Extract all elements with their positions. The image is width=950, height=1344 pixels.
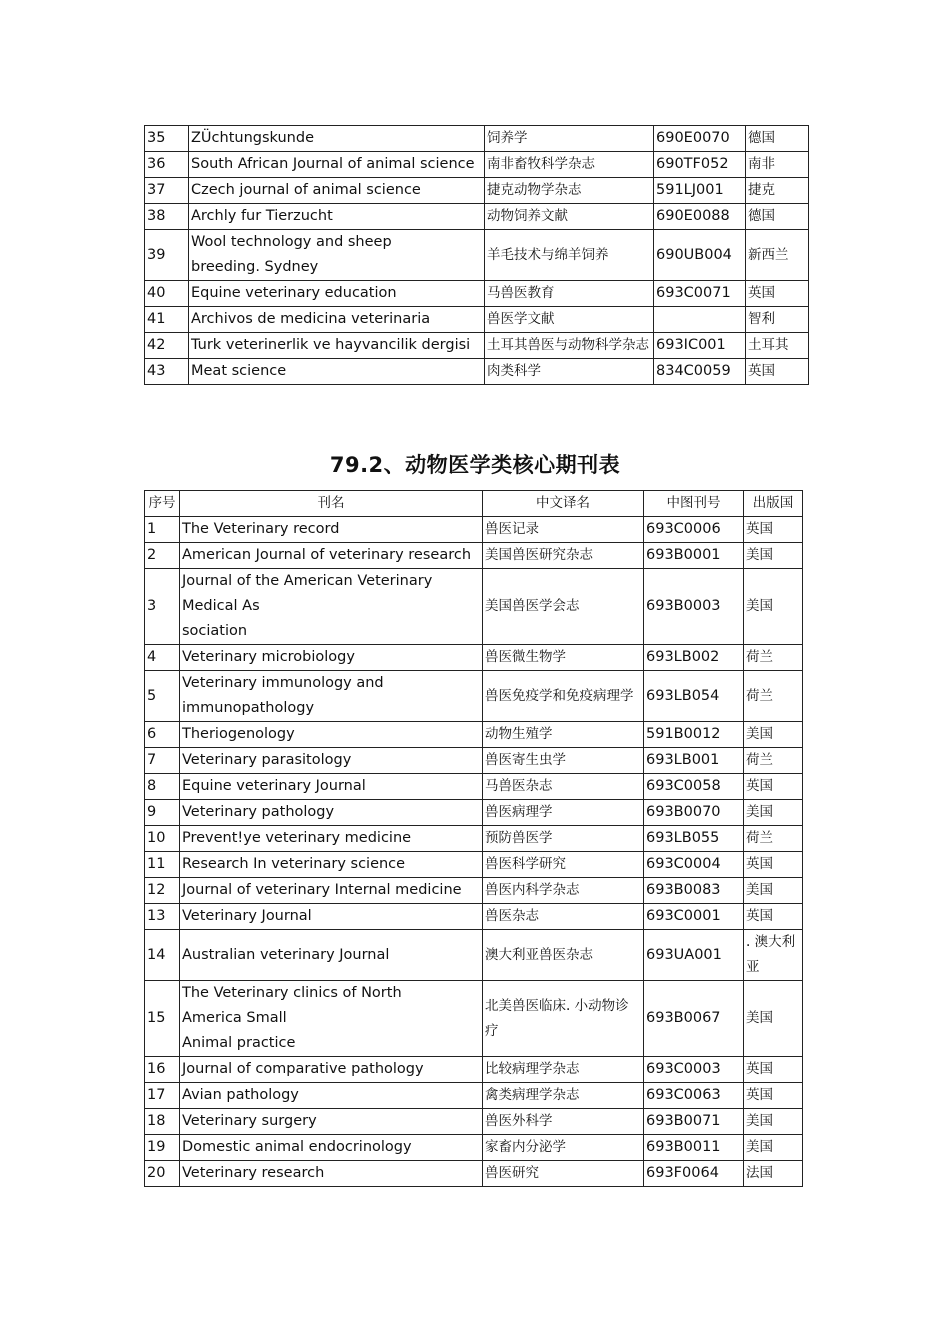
clc-code: 591LJ001: [654, 178, 746, 204]
country: 南非: [746, 152, 809, 178]
chinese-title: 北美兽医临床. 小动物诊疗: [483, 981, 644, 1057]
journal-name: [189, 178, 485, 204]
chinese-title: 饲养学: [485, 126, 654, 152]
clc-code: 693B0067: [644, 981, 744, 1057]
journal-table-animal-science: [144, 125, 809, 385]
country: 德国: [746, 126, 809, 152]
clc-code: 690E0070: [654, 126, 746, 152]
journal-name-line: Veterinary surgery: [182, 1113, 317, 1129]
country: 法国: [744, 1161, 803, 1187]
journal-name-line: Prevent!ye veterinary medicine: [182, 830, 412, 846]
row-number: 3: [145, 569, 180, 645]
row-number: 40: [145, 281, 189, 307]
chinese-title: 兽医研究: [483, 1161, 644, 1187]
journal-name: [180, 852, 483, 878]
journal-name: [189, 281, 485, 307]
journal-name: [189, 333, 485, 359]
table-row: [145, 307, 809, 333]
table-header-row: [145, 491, 803, 517]
chinese-title: 动物饲养文献: [485, 204, 654, 230]
row-number: 13: [145, 904, 180, 930]
row-number: 17: [145, 1083, 180, 1109]
clc-code: 693F0064: [644, 1161, 744, 1187]
chinese-title: 澳大利亚兽医杂志: [483, 930, 644, 981]
country: . 澳大利亚: [744, 930, 803, 981]
table-row: [145, 1161, 803, 1187]
table-row: [145, 281, 809, 307]
row-number: 2: [145, 543, 180, 569]
journal-name: [180, 878, 483, 904]
country: 荷兰: [744, 671, 803, 722]
chinese-title: 兽医科学研究: [483, 852, 644, 878]
chinese-title: 马兽医杂志: [483, 774, 644, 800]
table-row: [145, 774, 803, 800]
table-row: [145, 569, 803, 645]
table-row: [145, 359, 809, 385]
journal-name-line: breeding. Sydney: [191, 259, 319, 275]
journal-name-line: Journal of comparative pathology: [182, 1061, 424, 1077]
journal-name-line: Veterinary immunology and: [182, 675, 384, 691]
chinese-title: 禽类病理学杂志: [483, 1083, 644, 1109]
table-row: [145, 152, 809, 178]
table-row: [145, 852, 803, 878]
table-row: [145, 204, 809, 230]
journal-name-line: Equine veterinary education: [191, 285, 397, 301]
row-number: 15: [145, 981, 180, 1057]
row-number: 19: [145, 1135, 180, 1161]
journal-name-line: Theriogenology: [182, 726, 295, 742]
journal-name: [180, 748, 483, 774]
journal-name: [180, 774, 483, 800]
clc-code: 690TF052: [654, 152, 746, 178]
journal-table-veterinary-medicine: [144, 490, 803, 1187]
clc-code: 693C0071: [654, 281, 746, 307]
chinese-title: 捷克动物学杂志: [485, 178, 654, 204]
row-number: 42: [145, 333, 189, 359]
header-code: 中图刊号: [644, 491, 744, 517]
journal-name: [180, 543, 483, 569]
chinese-title: 比较病理学杂志: [483, 1057, 644, 1083]
country: 英国: [744, 517, 803, 543]
row-number: 12: [145, 878, 180, 904]
journal-name: [180, 1057, 483, 1083]
clc-code: 693LB054: [644, 671, 744, 722]
journal-name-line: sociation: [182, 623, 248, 639]
clc-code: 690E0088: [654, 204, 746, 230]
journal-name-line: Equine veterinary Journal: [182, 778, 366, 794]
clc-code: 591B0012: [644, 722, 744, 748]
journal-name: [180, 645, 483, 671]
table-row: [145, 748, 803, 774]
journal-name-line: Archly fur Tierzucht: [191, 208, 333, 224]
chinese-title: 家畜内分泌学: [483, 1135, 644, 1161]
country: 荷兰: [744, 748, 803, 774]
chinese-title: 兽医病理学: [483, 800, 644, 826]
journal-name-line: Veterinary pathology: [182, 804, 335, 820]
journal-name-line: Journal of veterinary Internal medicine: [182, 882, 462, 898]
country: 美国: [744, 1109, 803, 1135]
clc-code: 693LB002: [644, 645, 744, 671]
journal-name-line: Journal of the American Veterinary: [182, 573, 433, 589]
table-row: [145, 230, 809, 281]
journal-name: [189, 152, 485, 178]
journal-name-line: Veterinary microbiology: [182, 649, 355, 665]
country: 美国: [744, 981, 803, 1057]
country: 土耳其: [746, 333, 809, 359]
country: 英国: [746, 281, 809, 307]
table-row: [145, 1135, 803, 1161]
country: 英国: [746, 359, 809, 385]
journal-name: [189, 204, 485, 230]
clc-code: 693C0001: [644, 904, 744, 930]
country: 荷兰: [744, 645, 803, 671]
journal-name-line: Veterinary parasitology: [182, 752, 352, 768]
chinese-title: 南非畜牧科学杂志: [485, 152, 654, 178]
country: 英国: [744, 774, 803, 800]
table-row: [145, 1057, 803, 1083]
row-number: 10: [145, 826, 180, 852]
chinese-title: 兽医微生物学: [483, 645, 644, 671]
table-row: [145, 878, 803, 904]
row-number: 36: [145, 152, 189, 178]
row-number: 20: [145, 1161, 180, 1187]
journal-name-line: Veterinary research: [182, 1165, 325, 1181]
country: 新西兰: [746, 230, 809, 281]
country: 英国: [744, 904, 803, 930]
row-number: 6: [145, 722, 180, 748]
row-number: 39: [145, 230, 189, 281]
journal-name: [180, 981, 483, 1057]
country: 美国: [744, 800, 803, 826]
table-row: [145, 517, 803, 543]
chinese-title: 肉类科学: [485, 359, 654, 385]
chinese-title: 美国兽医学会志: [483, 569, 644, 645]
chinese-title: 美国兽医研究杂志: [483, 543, 644, 569]
journal-name-line: Archivos de medicina veterinaria: [191, 311, 431, 327]
journal-name-line: America Small: [182, 1010, 287, 1026]
clc-code: 693B0003: [644, 569, 744, 645]
row-number: 43: [145, 359, 189, 385]
clc-code: 693C0006: [644, 517, 744, 543]
country: 捷克: [746, 178, 809, 204]
row-number: 5: [145, 671, 180, 722]
journal-name: [189, 307, 485, 333]
clc-code: 693B0083: [644, 878, 744, 904]
journal-name-line: Animal practice: [182, 1035, 296, 1051]
row-number: 38: [145, 204, 189, 230]
table-row: [145, 722, 803, 748]
journal-name: [180, 1161, 483, 1187]
table-row: [145, 1109, 803, 1135]
clc-code: 690UB004: [654, 230, 746, 281]
row-number: 35: [145, 126, 189, 152]
journal-name-line: South African Journal of animal science: [191, 156, 475, 172]
journal-name-line: ZÜchtungskunde: [191, 130, 314, 146]
journal-name: [180, 569, 483, 645]
chinese-title: 兽医寄生虫学: [483, 748, 644, 774]
clc-code: 693C0004: [644, 852, 744, 878]
journal-name-line: Research In veterinary science: [182, 856, 406, 872]
table-row: [145, 826, 803, 852]
journal-name-line: Medical As: [182, 598, 260, 614]
country: 美国: [744, 1135, 803, 1161]
country: 英国: [744, 852, 803, 878]
table-row: [145, 671, 803, 722]
chinese-title: 兽医外科学: [483, 1109, 644, 1135]
row-number: 11: [145, 852, 180, 878]
table-row: [145, 930, 803, 981]
chinese-title: 羊毛技术与绵羊饲养: [485, 230, 654, 281]
clc-code: 693B0011: [644, 1135, 744, 1161]
journal-name-line: Wool technology and sheep: [191, 234, 392, 250]
journal-name: [180, 1135, 483, 1161]
chinese-title: 预防兽医学: [483, 826, 644, 852]
header-no: 序号: [145, 491, 180, 517]
clc-code: 834C0059: [654, 359, 746, 385]
row-number: 7: [145, 748, 180, 774]
journal-name-line: American Journal of veterinary research: [182, 547, 472, 563]
journal-name-line: Australian veterinary Journal: [182, 946, 390, 963]
country: 美国: [744, 722, 803, 748]
journal-name: [180, 800, 483, 826]
country: 美国: [744, 878, 803, 904]
chinese-title: 土耳其兽医与动物科学杂志: [485, 333, 654, 359]
chinese-title: 动物生殖学: [483, 722, 644, 748]
country: 美国: [744, 543, 803, 569]
journal-name: [180, 1083, 483, 1109]
country: 英国: [744, 1057, 803, 1083]
row-number: 8: [145, 774, 180, 800]
header-country: 出版国: [744, 491, 803, 517]
clc-code: 693LB001: [644, 748, 744, 774]
table-row: [145, 333, 809, 359]
row-number: 18: [145, 1109, 180, 1135]
journal-name: [180, 930, 483, 981]
journal-name-line: immunopathology: [182, 700, 315, 716]
table-row: [145, 178, 809, 204]
journal-name-line: Turk veterinerlik ve hayvancilik dergisi: [191, 337, 471, 353]
clc-code: 693C0063: [644, 1083, 744, 1109]
journal-name-line: Meat science: [191, 363, 287, 379]
table-row: [145, 981, 803, 1057]
table-row: [145, 126, 809, 152]
table-row: [145, 645, 803, 671]
header-cn: 中文译名: [483, 491, 644, 517]
clc-code: [654, 307, 746, 333]
journal-name: [189, 126, 485, 152]
journal-name: [180, 826, 483, 852]
journal-name: [180, 1109, 483, 1135]
row-number: 41: [145, 307, 189, 333]
clc-code: 693C0058: [644, 774, 744, 800]
row-number: 1: [145, 517, 180, 543]
chinese-title: 兽医内科学杂志: [483, 878, 644, 904]
table-row: [145, 800, 803, 826]
journal-name-line: Avian pathology: [182, 1087, 299, 1103]
clc-code: 693LB055: [644, 826, 744, 852]
chinese-title: 兽医免疫学和免疫病理学: [483, 671, 644, 722]
country: 英国: [744, 1083, 803, 1109]
country: 荷兰: [744, 826, 803, 852]
clc-code: 693B0070: [644, 800, 744, 826]
journal-name-line: The Veterinary record: [182, 521, 340, 537]
row-number: 37: [145, 178, 189, 204]
header-name: 刊名: [180, 491, 483, 517]
journal-name-line: Veterinary Journal: [182, 908, 312, 924]
clc-code: 693B0071: [644, 1109, 744, 1135]
chinese-title: 兽医记录: [483, 517, 644, 543]
country: 智利: [746, 307, 809, 333]
row-number: 14: [145, 930, 180, 981]
section-title: 79.2、动物医学类核心期刊表: [329, 453, 621, 477]
journal-name: [180, 904, 483, 930]
journal-name-line: Czech journal of animal science: [191, 182, 421, 198]
chinese-title: 兽医学文献: [485, 307, 654, 333]
chinese-title: 兽医杂志: [483, 904, 644, 930]
country: 德国: [746, 204, 809, 230]
country: 美国: [744, 569, 803, 645]
clc-code: 693UA001: [644, 930, 744, 981]
clc-code: 693C0003: [644, 1057, 744, 1083]
row-number: 9: [145, 800, 180, 826]
table-row: [145, 904, 803, 930]
clc-code: 693B0001: [644, 543, 744, 569]
table-row: [145, 543, 803, 569]
clc-code: 693IC001: [654, 333, 746, 359]
chinese-title: 马兽医教育: [485, 281, 654, 307]
journal-name-line: Domestic animal endocrinology: [182, 1139, 412, 1155]
journal-name: [180, 722, 483, 748]
row-number: 4: [145, 645, 180, 671]
journal-name-line: The Veterinary clinics of North: [182, 985, 402, 1001]
journal-name: [180, 671, 483, 722]
journal-name: [189, 359, 485, 385]
row-number: 16: [145, 1057, 180, 1083]
table-row: [145, 1083, 803, 1109]
journal-name: [189, 230, 485, 281]
journal-name: [180, 517, 483, 543]
